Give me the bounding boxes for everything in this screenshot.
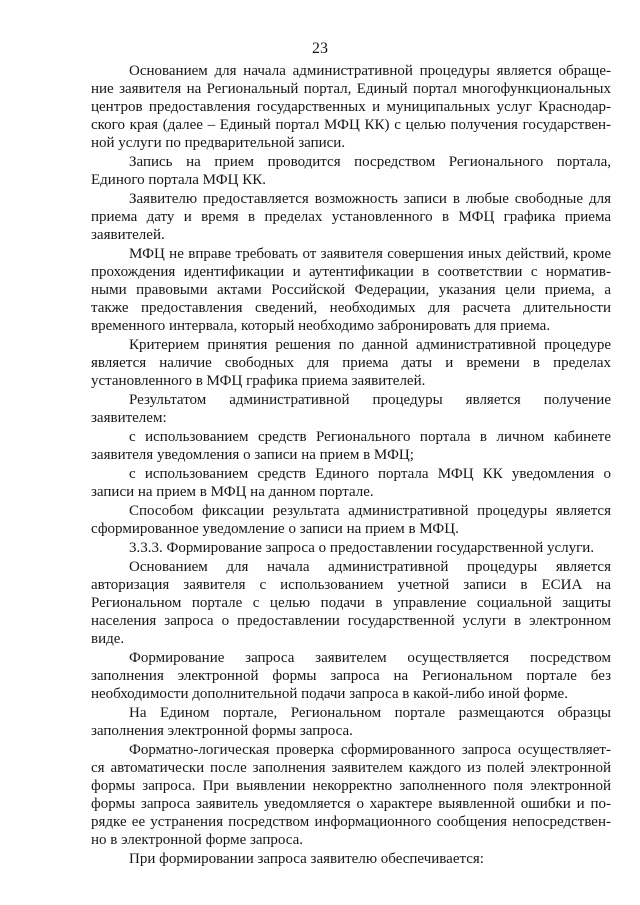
text-line: Региональном портале с целью подачи в управление социальной защиты bbox=[91, 595, 611, 611]
text-line: сформированное уведомление о записи на прием в МФЦ. bbox=[91, 521, 459, 537]
text-line: ными правовыми актами Российской Федерации, указания цели приема, а bbox=[91, 282, 611, 298]
text-line: Единого портала МФЦ КК. bbox=[91, 172, 266, 188]
text-line: но в электронной форме запроса. bbox=[91, 832, 304, 848]
text-line: также предоставления сведений, необходимых для расчета длительности bbox=[91, 300, 611, 316]
text-line: центров предоставления государственных и муниципальных услуг Краснодар- bbox=[91, 99, 611, 115]
text-line: ние заявителя на Региональный портал, Единый портал многофункциональных bbox=[91, 81, 611, 97]
paragraph-result-mfc-portal bbox=[91, 465, 611, 501]
paragraph-format-check bbox=[91, 741, 611, 849]
text-line: 3.3.3. Формирование запроса о предоставлении государственной услуги. bbox=[129, 540, 595, 556]
text-line: установленного в МФЦ графика приема заявителей. bbox=[91, 373, 426, 389]
paragraph-form-samples bbox=[91, 704, 611, 740]
paragraph-free-slot-booking bbox=[91, 190, 611, 244]
text-line: формы запроса заявитель уведомляется о характере выявленной ошибки и по- bbox=[91, 796, 611, 812]
text-line: Запись на прием проводится посредством Регионального портала, bbox=[129, 154, 611, 170]
text-line: ся автоматически после заполнения заявителем каждого из полей электронной bbox=[91, 760, 611, 776]
text-line: Основанием для начала административной процедуры является обраще- bbox=[129, 63, 611, 79]
paragraph-appointment-portals bbox=[91, 153, 611, 189]
paragraph-request-forming bbox=[91, 649, 611, 703]
paragraph-mfc-restrictions bbox=[91, 245, 611, 335]
text-line: формы запроса. При выявлении некорректно заполненного поля электронной bbox=[91, 778, 611, 794]
text-line: Критерием принятия решения по данной административной процедуре bbox=[129, 337, 611, 353]
text-line: Заявителю предоставляется возможность записи в любые свободные для bbox=[129, 191, 611, 207]
text-line: Формирование запроса заявителем осуществляется посредством bbox=[129, 650, 611, 666]
text-line: На Едином портале, Региональном портале размещаются образцы bbox=[129, 705, 611, 721]
text-line: ского края (далее – Единый портал МФЦ КК) с целью получения государствен- bbox=[91, 117, 611, 133]
text-line: Форматно-логическая проверка сформированного запроса осуществляет- bbox=[129, 742, 611, 758]
text-line: является наличие свободных для приема даты и времени в пределах bbox=[91, 355, 611, 371]
text-line: с использованием средств Единого портала МФЦ КК уведомления о bbox=[129, 466, 611, 482]
text-line: заполнения электронной формы запроса на Региональном портале без bbox=[91, 668, 611, 684]
paragraph-result-regional-portal bbox=[91, 428, 611, 464]
text-line: При формировании запроса заявителю обеспечивается: bbox=[129, 851, 484, 867]
paragraph-procedure-result bbox=[91, 391, 611, 427]
text-line: виде. bbox=[91, 631, 125, 647]
paragraph-request-basis bbox=[91, 558, 611, 648]
text-line: населения запроса о предоставлении государственной услуги в электронном bbox=[91, 613, 611, 629]
section-heading-3-3-3 bbox=[91, 539, 611, 557]
text-line: временного интервала, который необходимо забронировать для приема. bbox=[91, 318, 551, 334]
paragraph-request-provisions bbox=[91, 850, 611, 868]
text-line: заявителей. bbox=[91, 227, 165, 243]
paragraph-procedure-basis bbox=[91, 62, 611, 152]
text-line: заявителем: bbox=[91, 410, 167, 426]
text-line: необходимости дополнительной подачи запроса в какой-либо иной форме. bbox=[91, 686, 568, 702]
text-line: ной услуги по предварительной записи. bbox=[91, 135, 346, 151]
text-line: записи на прием в МФЦ на данном портале. bbox=[91, 484, 374, 500]
paragraph-result-fixation bbox=[91, 502, 611, 538]
document-body bbox=[91, 62, 611, 868]
text-line: заполнения электронной формы запроса. bbox=[91, 723, 353, 739]
text-line: авторизация заявителя с использованием учетной записи в ЕСИА на bbox=[91, 577, 611, 593]
text-line: заявителя уведомления о записи на прием в МФЦ; bbox=[91, 447, 414, 463]
text-line: Способом фиксации результата административной процедуры является bbox=[129, 503, 611, 519]
text-line: прохождения идентификации и аутентификации в соответствии с норматив- bbox=[91, 264, 611, 280]
page-number: 23 bbox=[312, 40, 328, 57]
text-line: рядке ее устранения посредством информационного сообщения непосредствен- bbox=[91, 814, 611, 830]
text-line: Основанием для начала административной процедуры является bbox=[129, 559, 611, 575]
text-line: приема дату и время в пределах установленного в МФЦ графика приема bbox=[91, 209, 611, 225]
paragraph-decision-criterion bbox=[91, 336, 611, 390]
text-line: с использованием средств Регионального портала в личном кабинете bbox=[129, 429, 611, 445]
text-line: Результатом административной процедуры является получение bbox=[129, 392, 611, 408]
text-line: МФЦ не вправе требовать от заявителя совершения иных действий, кроме bbox=[129, 246, 611, 262]
